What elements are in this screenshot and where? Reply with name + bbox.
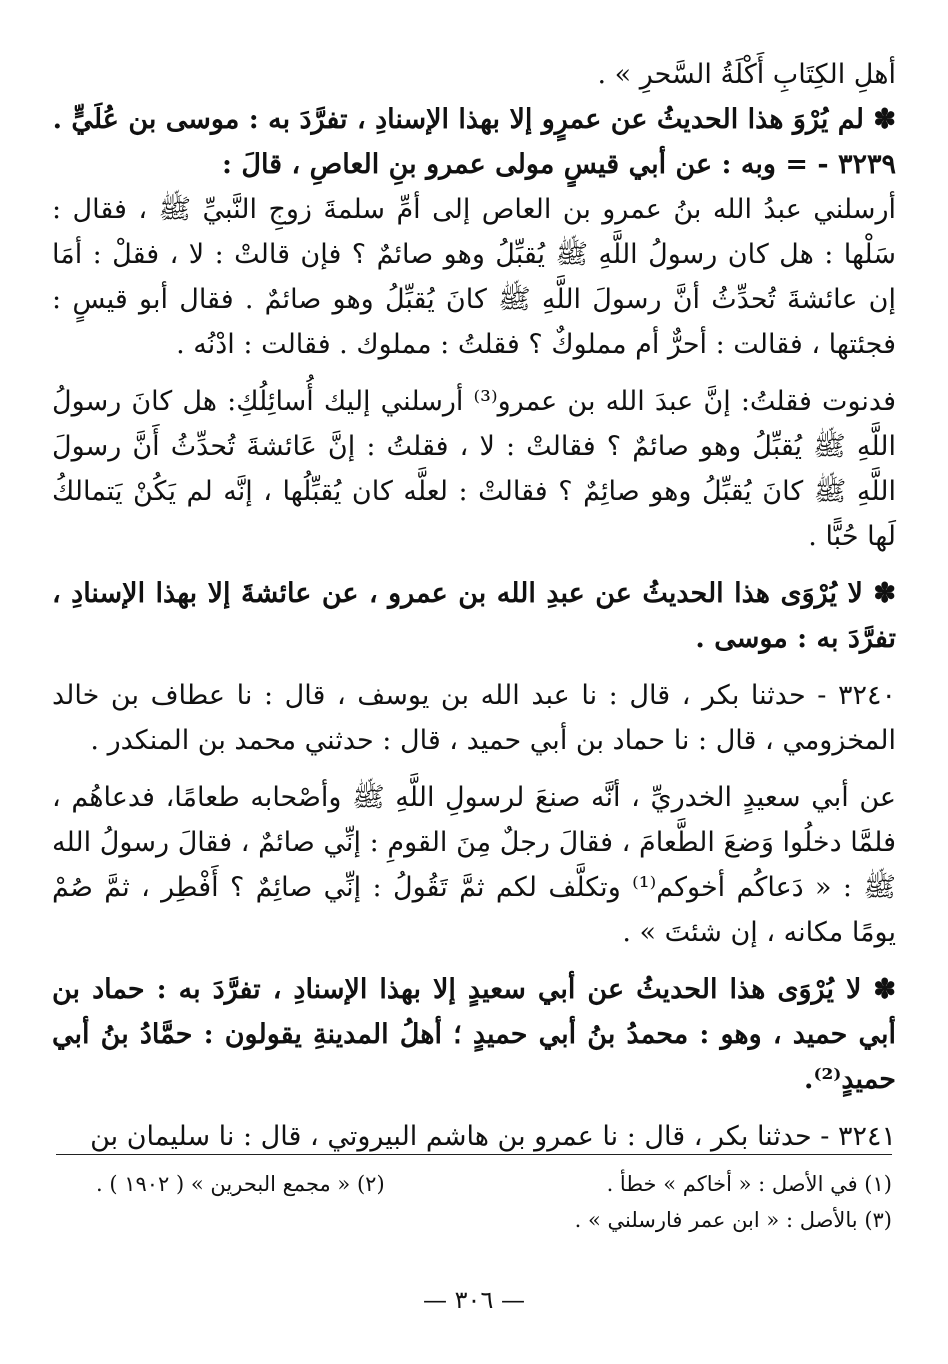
footnote-3: (٣) بالأصل : « ابن عمر فارسلني » . [574, 1208, 892, 1232]
paragraph-abi-qais: أرسلني عبدُ الله بنُ عمرو بن العاص إلى أمِّ سلمةَ زوجِ النَّبيِّ ﷺ ، فقال : سَلْها : هل كان رسولُ اللَّهِ ﷺ يُقبِّلُ وهو صائمٌ ؟ فإن قالتْ : لا ، فقلْ : أمَا إن عائشةَ تُحدِّثُ أنَّ رسولَ اللَّهِ ﷺ كانَ يُقبِّلُ وهو صائمٌ . فقال أبو قيسٍ : فجئتها ، فقالت : أحرٌّ أم مملوكٌ ؟ فقلتُ : مملوك . فقالت : ادْنُه . [52, 194, 896, 360]
hadith-3241: ٣٢٤١ - حدثنا بكر ، قال : نا عمرو بن هاشم البيروتي ، قال : نا سليمان بن [90, 1121, 896, 1152]
note-line-1: ✽ لم يُرْوَ هذا الحديثُ عن عمرٍو إلا بهذا الإسنادِ ، تفرَّدَ به : موسى بن عُلَيٍّ . [52, 104, 896, 135]
footnotes [96, 1166, 892, 1238]
hadith-3240: ٣٢٤٠ - حدثنا بكر ، قال : نا عبد الله بن يوسف ، قال : نا عطاف بن خالد المخزومي ، قال : نا حماد بن أبي حميد ، قال : حدثني محمد بن المنكدر . [52, 680, 896, 756]
hadith-3239-heading: ٣٢٣٩ - = وبه : عن أبي قيسٍ مولى عمرو بنِ العاصِ ، قالَ : [221, 149, 896, 180]
text-line-1: أهلِ الكِتَابِ أَكْلَةُ السَّحرِ » . [597, 59, 896, 90]
footnote-divider [56, 1154, 892, 1155]
page-body [52, 52, 896, 1159]
footnote-1: (١) في الأصل : « أخاكم » خطأ . [606, 1172, 892, 1196]
paragraph-fadanawt: فدنوت فقلتُ: إنَّ عبدَ الله بن عمرو⁽³⁾ أرسلني إليك أُسائِلُكِ: هل كانَ رسولُ اللَّهِ ﷺ يُقبِّلُ وهو صائمٌ ؟ فقالتْ : لا ، فقلتُ : إنَّ عَائشةَ تُحدِّثُ أَنَّ رسولَ اللَّهِ ﷺ كانَ يُقبِّلُ وهو صائِمٌ ؟ فقالتْ : لعلَّه كان يُقبِّلُها ، إنَّه لم يَكُنْ يَتمالكُ لَها حُبًّا . [52, 386, 896, 552]
paragraph-abi-said: عن أبي سعيدٍ الخدريِّ ، أنَّه صنعَ لرسولِ اللَّهِ ﷺ وأصْحابه طعامًا، فدعاهُم ، فلمَّا دخلُوا وَضعَ الطَّعامَ ، فقالَ رجلٌ مِنَ القومِ : إنِّي صائمٌ ، فقالَ رسولُ الله ﷺ : « دَعاكُم أخوكم⁽¹⁾ وتكلَّف لكم ثمَّ تَقُولُ : إنِّي صائِمٌ ؟ أَفْطِر ، ثمَّ صُمْ يومًا مكانه ، إن شئتَ » . [52, 782, 897, 948]
note-paragraph-2: ✽ لا يُرْوَى هذا الحديثُ عن عبدِ الله بن عمرو ، عن عائشةَ إلا بهذا الإسنادِ ، تفرَّدَ به : موسى . [52, 578, 896, 654]
page-number: — ٣٠٦ — [423, 1286, 525, 1314]
note-paragraph-3: ✽ لا يُرْوَى هذا الحديثُ عن أبي سعيدٍ إلا بهذا الإسنادِ ، تفرَّدَ به : حماد بن أبي حميد ، وهو : محمدُ بنُ أبي حميدٍ ؛ أهلُ المدينةِ يقولون : حمَّادُ بنُ أبي حميدٍ⁽²⁾. [52, 974, 896, 1095]
footnote-2: (٢) « مجمع البحرين » ( ١٩٠٢ ) . [96, 1172, 385, 1196]
